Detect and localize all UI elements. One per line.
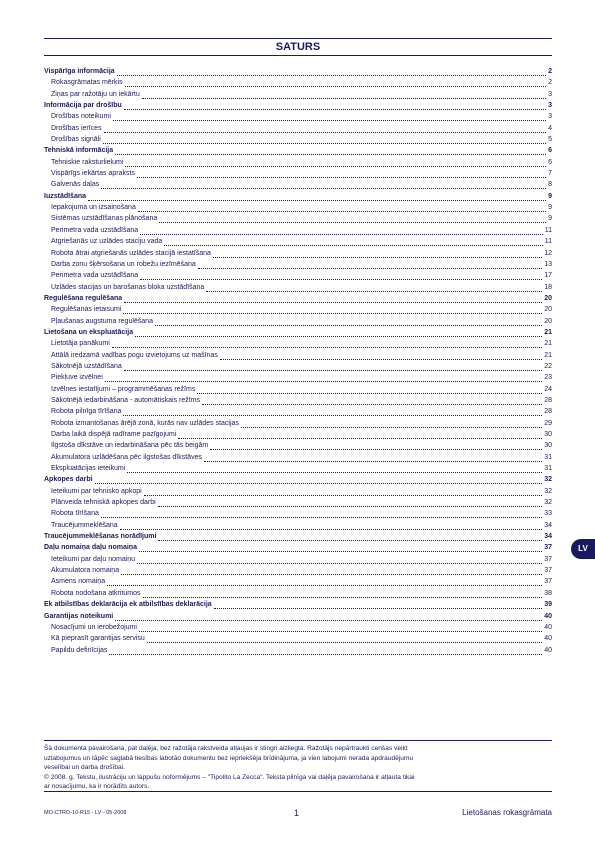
dot-leader	[125, 79, 547, 87]
toc-entry[interactable]	[44, 338, 552, 349]
dot-leader	[121, 567, 542, 575]
dot-leader	[124, 295, 542, 303]
toc-entry-text: Darba laikā dispējā radīrame pazīgojumi	[51, 431, 177, 438]
toc-entry-text: Vispārīga informācija	[44, 68, 115, 75]
dot-leader	[140, 272, 542, 280]
dot-leader	[198, 261, 542, 269]
toc-page-number: 6	[548, 147, 552, 155]
dot-leader	[115, 613, 542, 621]
toc-entry-text: Iepakojuma un izsaiņošana	[51, 204, 136, 212]
dot-leader	[138, 204, 546, 212]
toc-section[interactable]	[44, 293, 552, 304]
dot-leader	[125, 159, 546, 167]
toc-page-number: 13	[544, 260, 552, 268]
toc-page-number: 9	[548, 215, 552, 223]
toc-entry-text: Perimetra vada uzstādīšana	[51, 272, 139, 280]
table-of-contents	[44, 66, 552, 656]
toc-page-number: 38	[544, 589, 552, 597]
toc-entry[interactable]	[44, 463, 552, 474]
toc-entry[interactable]	[44, 111, 552, 122]
toc-page-number: 20	[544, 306, 552, 314]
toc-page-number: 5	[548, 136, 552, 144]
toc-entry-text: Pļaušanas augstuma regulēšana	[51, 317, 153, 325]
toc-page-number: 9	[548, 192, 552, 200]
dot-leader	[178, 431, 542, 439]
toc-page-number: 30	[544, 431, 552, 438]
toc-entry[interactable]	[44, 520, 552, 531]
toc-page-number: 39	[544, 601, 552, 609]
toc-entry[interactable]	[44, 179, 552, 190]
toc-entry-text: Tehniskie raksturlielumi	[51, 158, 124, 166]
dot-leader	[105, 374, 542, 382]
toc-entry-text: Plānveida tehniskā apkopes darbi	[51, 499, 156, 507]
toc-page-number: 24	[544, 385, 552, 393]
toc-entry-text: Robota tīrīšana	[51, 510, 99, 518]
toc-entry-text: Ziņas par ražotāju un iekārtu	[51, 90, 140, 98]
toc-page-number: 34	[544, 521, 552, 529]
toc-entry-text: Attālā iredzamā vadības pogu izvietojums uz mašīnas	[51, 351, 218, 359]
dot-leader	[206, 284, 542, 292]
toc-entry[interactable]	[44, 565, 552, 576]
dot-leader	[107, 578, 542, 586]
legal-line: veselībai un darba drošībai.	[44, 764, 126, 771]
dot-leader	[127, 465, 542, 473]
toc-page-number: 17	[544, 272, 552, 280]
legal-line: © 2008. g. Tekstu, ilustrāciju un lappušu noformējums – "Tipolito La Zecca". Teksta pilnīga vai daļēja pavairošana ir atļauta tikai	[44, 773, 415, 781]
dot-leader	[147, 635, 542, 643]
dot-leader	[123, 408, 542, 416]
toc-page-number: 21	[544, 340, 552, 348]
dot-leader	[140, 227, 543, 235]
toc-entry[interactable]	[44, 89, 552, 100]
toc-page-number: 8	[548, 181, 552, 189]
toc-entry[interactable]	[44, 576, 552, 587]
toc-entry-text: Rokasgrāmatas mērķis	[51, 79, 123, 87]
toc-page-number: 22	[544, 362, 552, 370]
toc-entry-text: Ek atbilstības deklarācija ek atbilstības deklarācija	[44, 601, 212, 609]
toc-entry[interactable]	[44, 350, 552, 361]
toc-entry-text: Ieteikumi par tehnisko apkopi	[51, 487, 142, 495]
toc-entry-text: Akumulatora nomaiņa	[51, 567, 120, 575]
dot-leader	[115, 147, 546, 155]
dot-leader	[143, 590, 543, 598]
toc-entry-text: Garantijas noteikumi	[44, 612, 114, 620]
toc-entry[interactable]	[44, 395, 552, 406]
dot-leader	[204, 454, 542, 462]
dot-leader	[158, 533, 542, 541]
toc-page-number: 6	[548, 158, 552, 166]
toc-entry-text: Piekļuve izvēlnei	[51, 374, 103, 382]
toc-section[interactable]	[44, 191, 552, 202]
page-footer	[44, 808, 552, 820]
toc-entry[interactable]	[44, 633, 552, 644]
dot-leader	[139, 624, 542, 632]
toc-entry[interactable]	[44, 406, 552, 417]
dot-leader	[210, 442, 542, 450]
dot-leader	[123, 306, 542, 314]
toc-entry[interactable]	[44, 270, 552, 281]
toc-section[interactable]	[44, 474, 552, 485]
toc-entry-text: Regulēšanas ietaisumi	[51, 306, 122, 314]
dot-leader	[220, 352, 542, 360]
toc-page-number: 18	[544, 283, 552, 291]
toc-entry[interactable]	[44, 622, 552, 633]
toc-page-number: 32	[544, 499, 552, 507]
toc-entry-text: Iuzstādīšana	[44, 192, 87, 200]
toc-page-number: 2	[548, 79, 552, 87]
toc-page-number: 21	[544, 328, 552, 336]
toc-page-number: 4	[548, 124, 552, 132]
toc-entry-text: Drošības noteikumi	[51, 113, 111, 121]
dot-leader	[95, 476, 543, 484]
toc-page-number: 37	[544, 567, 552, 575]
toc-entry-text: Asmens nomaiņa	[51, 578, 106, 586]
dot-leader	[164, 238, 542, 246]
document-code: MO-CTRO-10-R15 - LV - 05-2008	[44, 810, 127, 816]
toc-page-number: 9	[548, 204, 552, 212]
toc-entry-text: Uzlādes stacijas un barošanas bloka uzstādīšana	[51, 283, 205, 291]
toc-page-number: 32	[544, 487, 552, 495]
toc-page-number: 40	[544, 646, 552, 654]
dot-leader	[124, 102, 546, 110]
toc-section[interactable]	[44, 542, 552, 553]
toc-entry[interactable]	[44, 77, 552, 88]
toc-entry-text: Papildu definīcijas	[51, 646, 108, 654]
toc-entry[interactable]	[44, 361, 552, 372]
toc-page-number: 30	[544, 442, 552, 450]
toc-page-number: 40	[544, 635, 552, 643]
toc-entry[interactable]	[44, 168, 552, 179]
dot-leader	[113, 113, 546, 121]
page-number: 1	[294, 808, 300, 818]
toc-entry[interactable]	[44, 225, 552, 236]
toc-page-number: 34	[544, 533, 552, 541]
toc-page-number: 20	[544, 294, 552, 302]
toc-entry[interactable]	[44, 123, 552, 134]
toc-entry-text: Robota pilnīga tīrīšana	[51, 408, 122, 416]
dot-leader	[158, 499, 543, 507]
dot-leader	[241, 420, 542, 428]
toc-page-number: 40	[544, 612, 552, 620]
toc-entry[interactable]	[44, 202, 552, 213]
toc-entry[interactable]	[44, 452, 552, 463]
toc-entry[interactable]	[44, 213, 552, 224]
toc-entry-text: Sākotnējā uzstādīšana	[51, 362, 122, 370]
dot-leader	[214, 601, 543, 609]
dot-leader	[139, 544, 542, 552]
toc-entry[interactable]	[44, 259, 552, 270]
toc-entry-text: Tehniskā informācija	[44, 147, 114, 155]
toc-section[interactable]	[44, 599, 552, 610]
toc-page-number: 7	[548, 170, 552, 178]
dot-leader	[101, 510, 542, 518]
toc-section[interactable]	[44, 145, 552, 156]
toc-entry[interactable]	[44, 372, 552, 383]
toc-entry-text: Nosacījumi un ierobežojumi	[51, 623, 137, 631]
toc-page-number: 20	[544, 317, 552, 325]
dot-leader	[197, 386, 542, 394]
toc-section[interactable]	[44, 66, 552, 77]
dot-leader	[202, 397, 542, 405]
dot-leader	[88, 193, 546, 201]
toc-page-number: 32	[544, 476, 552, 484]
dot-leader	[142, 91, 546, 99]
toc-page-number: 40	[544, 623, 552, 631]
toc-entry-text: Galvenās daļas	[51, 181, 100, 189]
toc-entry[interactable]	[44, 588, 552, 599]
toc-page-number: 3	[548, 90, 552, 98]
toc-entry-text: Akumulatora uzlādēšana pēc ilgstošas dīkstāves	[51, 453, 202, 461]
dot-leader	[135, 329, 542, 337]
toc-entry-text: Regulēšana regulēšana	[44, 294, 123, 302]
dot-leader	[120, 522, 543, 530]
toc-section[interactable]	[44, 327, 552, 338]
toc-entry-text: Atgriešanās uz uzlādes staciju vada	[51, 238, 163, 246]
toc-entry-text: Daļu nomaiņa daļu nomaiņa	[44, 544, 137, 552]
toc-entry-text: Traucējummeklēšana	[51, 521, 118, 529]
toc-entry-text: Kā pieprasīt garantijas servisu	[51, 635, 145, 643]
language-tab: LV	[571, 539, 595, 559]
toc-entry[interactable]	[44, 440, 552, 451]
toc-entry[interactable]	[44, 645, 552, 656]
legal-line: Šā dokumenta pavairošana, pat daļēja, bez ražotāja rakstveida atļaujas ir stingri aizliegta. Ražotājs nepārtraukti cenšas veikt	[44, 745, 408, 752]
dot-leader	[109, 647, 542, 655]
dot-leader	[124, 363, 542, 371]
toc-page-number: 11	[544, 226, 552, 234]
dot-leader	[213, 250, 542, 258]
toc-entry[interactable]	[44, 486, 552, 497]
dot-leader	[155, 318, 542, 326]
toc-entry[interactable]	[44, 429, 552, 440]
toc-entry-text: Vispārīgs iekārtas apraksts	[51, 170, 135, 178]
dot-leader	[137, 556, 542, 564]
toc-entry[interactable]	[44, 134, 552, 145]
dot-leader	[159, 215, 546, 223]
toc-entry-text: Darba zonu šķērsošana un robežu iezīmēšana	[51, 260, 196, 268]
toc-entry-text: Traucējummeklēšanas norādījumi	[44, 533, 157, 541]
toc-page-number: 11	[544, 238, 552, 246]
dot-leader	[103, 136, 546, 144]
toc-entry-text: Lietošana un ekspluatācija	[44, 328, 134, 336]
dot-leader	[104, 125, 547, 133]
toc-entry-text: Ieteikumi par daļu nomaiņu	[51, 555, 136, 563]
toc-page-number: 31	[544, 453, 552, 461]
toc-entry[interactable]	[44, 157, 552, 168]
dot-leader	[137, 170, 546, 178]
toc-entry[interactable]	[44, 282, 552, 293]
legal-line: ar nosacījumu, ka ir norādīts autors.	[44, 783, 150, 790]
toc-entry[interactable]	[44, 554, 552, 565]
toc-entry-text: Ilgstoša dīkstāve un iedarbināšana pēc tās beigām	[51, 442, 209, 450]
toc-entry-text: Ekspluatācijas ieteikumi	[51, 465, 126, 473]
legal-notice	[44, 740, 552, 792]
page-title: SATURS	[44, 38, 552, 56]
toc-entry-text: Robota nodošana atkritumos	[51, 589, 141, 597]
manual-name: Lietošanas rokasgrāmata	[462, 808, 552, 817]
toc-entry[interactable]	[44, 497, 552, 508]
toc-entry-text: Lietotāja panākumi	[51, 340, 110, 348]
dot-leader	[144, 488, 543, 496]
toc-page-number: 31	[544, 465, 552, 473]
toc-entry-text: Izvēlnes iestatījumi – programmēšanas režīms	[51, 385, 196, 393]
toc-page-number: 21	[544, 351, 552, 359]
toc-entry-text: Perimetra vada uzstādīšana	[51, 226, 139, 234]
dot-leader	[112, 340, 542, 348]
toc-entry-text: Informācija par drošību	[44, 102, 122, 110]
toc-section[interactable]	[44, 531, 552, 542]
toc-page-number: 37	[544, 544, 552, 552]
toc-page-number: 37	[544, 578, 552, 586]
toc-entry-text: Sistēmas uzstādīšanas plānošana	[51, 215, 158, 223]
toc-page-number: 29	[544, 419, 552, 427]
toc-entry[interactable]	[44, 236, 552, 247]
toc-page-number: 28	[544, 396, 552, 404]
toc-entry[interactable]	[44, 248, 552, 259]
legal-line: uzlabojumus un tāpēc saglabā tiesības labotāo dokumentu bez iepriekšēja brīdinājuma, ja vien labojumi nerada apdraudējumu	[44, 754, 414, 762]
toc-entry[interactable]	[44, 384, 552, 395]
toc-entry-text: Robota ātrai atgriešanās uzlādes stacijā iestatīšana	[51, 249, 211, 257]
toc-entry[interactable]	[44, 418, 552, 429]
toc-page-number: 3	[548, 113, 552, 121]
toc-entry[interactable]	[44, 304, 552, 315]
toc-page-number: 3	[548, 102, 552, 110]
toc-entry-text: Sākotnējā iedarbināšana - automātiskais režīms	[51, 396, 201, 404]
toc-page-number: 2	[548, 68, 552, 75]
toc-page-number: 12	[544, 249, 552, 257]
toc-page-number: 37	[544, 555, 552, 563]
toc-page-number: 23	[544, 374, 552, 382]
toc-entry[interactable]	[44, 508, 552, 519]
toc-entry-text: Apkopes darbi	[44, 476, 93, 484]
toc-page-number: 33	[544, 510, 552, 518]
toc-entry-text: Drošības signāli	[51, 136, 101, 144]
dot-leader	[117, 68, 546, 76]
toc-section[interactable]	[44, 100, 552, 111]
toc-entry[interactable]	[44, 316, 552, 327]
dot-leader	[101, 181, 546, 189]
toc-entry-text: Robota izmantošanas ārējā zonā, kurās nav uzlādes stacijas	[51, 419, 239, 427]
toc-page-number: 28	[544, 408, 552, 416]
toc-entry-text: Drošības ierīces	[51, 124, 102, 132]
toc-section[interactable]	[44, 611, 552, 622]
